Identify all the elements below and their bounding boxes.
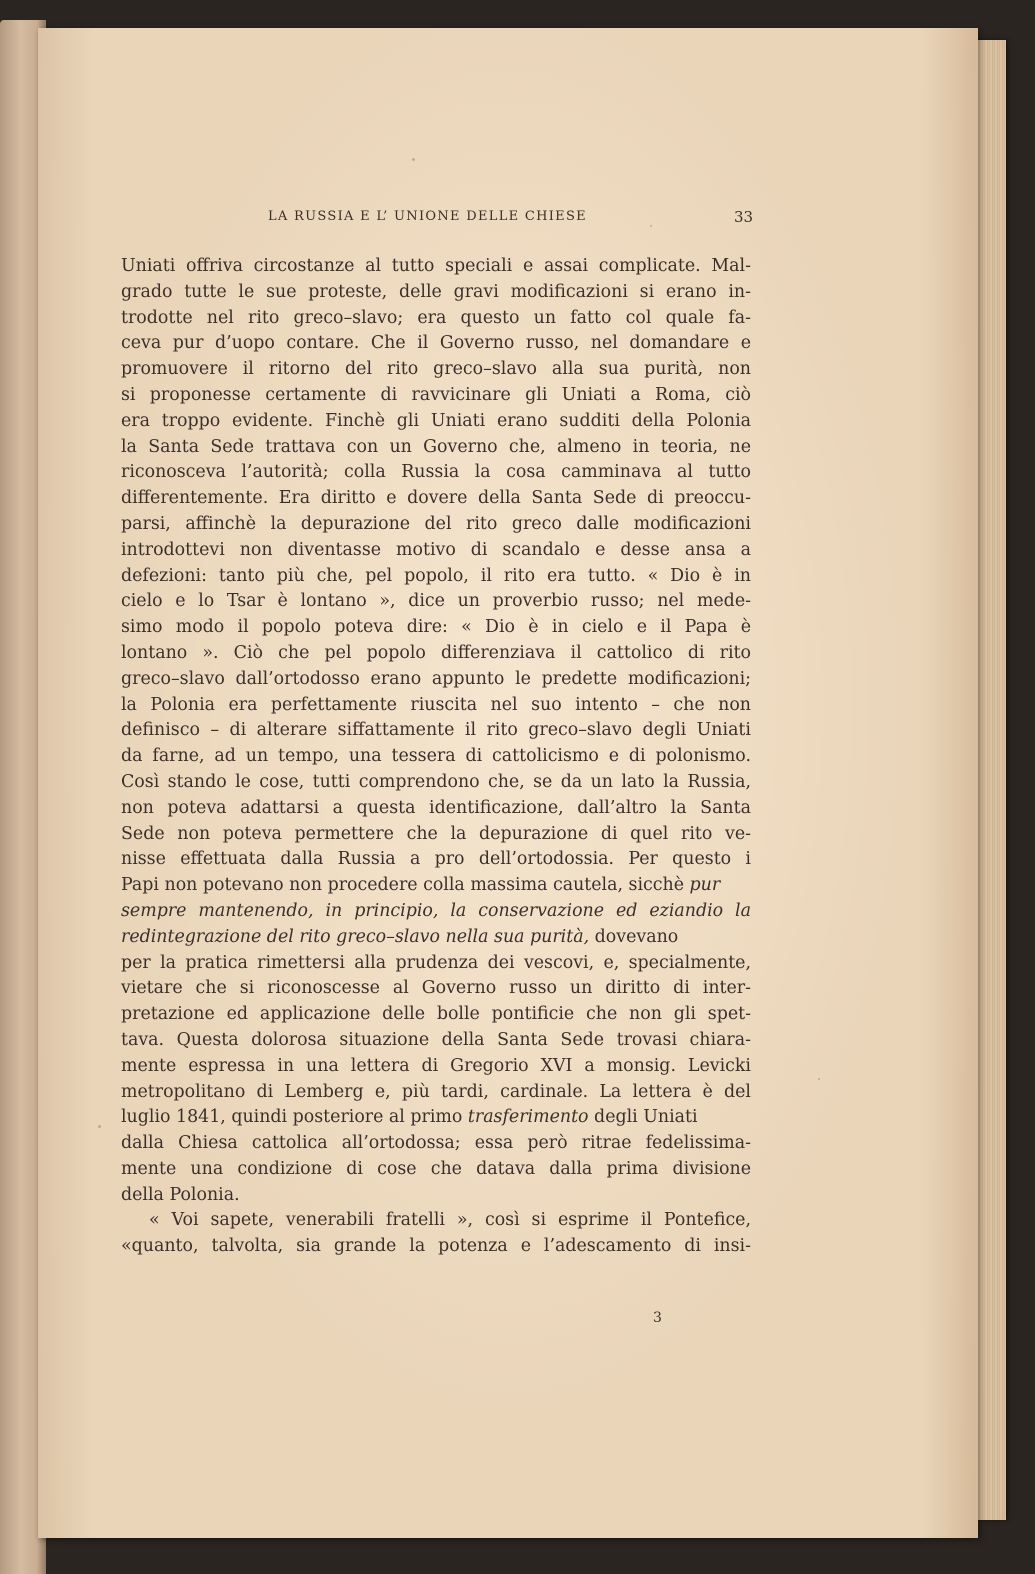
text-line: simo modo il popolo poteva dire: « Dio è in cielo e il Papa è bbox=[121, 617, 751, 638]
italic-phrase: sempre mantenendo, in principio, la conservazione ed eziandio la bbox=[121, 900, 751, 921]
text-line: grado tutte le sue proteste, delle gravi modificazioni si erano in- bbox=[121, 281, 751, 302]
running-head bbox=[38, 209, 978, 233]
italic-phrase: pur bbox=[689, 875, 721, 896]
page-number: 33 bbox=[734, 208, 754, 226]
text-line: si proponesse certamente di ravvicinare gli Uniati a Roma, ciò bbox=[121, 384, 751, 405]
text-line: dalla Chiesa cattolica all’ortodossa; essa però ritrae fedelissima- bbox=[121, 1133, 751, 1154]
text-line: cielo e lo Tsar è lontano », dice un proverbio russo; nel mede- bbox=[121, 591, 751, 612]
text-line: da farne, ad un tempo, una tessera di cattolicismo e di polonismo. bbox=[121, 746, 751, 767]
text-line: la Polonia era perfettamente riuscita nel suo intento – che non bbox=[121, 694, 751, 715]
text-line: della Polonia. bbox=[121, 1184, 240, 1205]
text-line: vietare che si riconoscesse al Governo russo un diritto di inter- bbox=[121, 978, 751, 999]
text-line: pretazione ed applicazione delle bolle pontificie che non gli spet- bbox=[121, 1004, 751, 1025]
italic-word: trasferimento bbox=[467, 1107, 589, 1128]
text-line: ceva pur d’uopo contare. Che il Governo russo, nel domandare e bbox=[121, 333, 751, 354]
signature-mark: 3 bbox=[653, 1310, 662, 1326]
text-line: greco–slavo dall’ortodosso erano appunto le predette modificazioni; bbox=[121, 668, 751, 689]
text-line: per la pratica rimettersi alla prudenza dei vescovi, e, specialmente, bbox=[121, 952, 751, 973]
text-line: defezioni: tanto più che, pel popolo, il rito era tutto. « Dio è in bbox=[121, 565, 751, 586]
text-line: luglio 1841, quindi posteriore al primo trasferimento degli Uniati bbox=[121, 1107, 698, 1128]
text-line: metropolitano di Lemberg e, più tardi, cardinale. La lettera è del bbox=[121, 1081, 751, 1102]
text-line: differentemente. Era diritto e dovere della Santa Sede di preoccu- bbox=[121, 488, 751, 509]
text-line: Sede non poteva permettere che la depurazione di quel rito ve- bbox=[121, 823, 751, 844]
text-line: la Santa Sede trattava con un Governo che, almeno in teoria, ne bbox=[121, 436, 751, 457]
text-line: riconosceva l’autorità; colla Russia la cosa camminava al tutto bbox=[121, 462, 751, 483]
running-head-title: LA RUSSIA E L’ UNIONE DELLE CHIESE bbox=[268, 209, 587, 224]
text-line: Uniati offriva circostanze al tutto speciali e assai complicate. Mal- bbox=[121, 256, 751, 276]
text-line: lontano ». Ciò che pel popolo differenziava il cattolico di rito bbox=[121, 642, 751, 663]
italic-phrase: redintegrazione del rito greco–slavo nella sua purità, bbox=[121, 926, 590, 947]
text-line: «quanto, talvolta, sia grande la potenza e l’adescamento di insi- bbox=[121, 1236, 751, 1257]
text-line: trodotte nel rito greco–slavo; era questo un fatto col quale fa- bbox=[121, 307, 751, 328]
text-line: Così stando le cose, tutti comprendono che, se da un lato la Russia, bbox=[121, 771, 751, 792]
text-line: redintegrazione del rito greco–slavo nella sua purità, dovevano bbox=[121, 926, 679, 947]
text-line: introdottevi non diventasse motivo di scandalo e desse ansa a bbox=[121, 539, 751, 560]
text-line: definisco – di alterare siffattamente il rito greco–slavo degli Uniati bbox=[121, 720, 751, 741]
body-text bbox=[121, 254, 751, 1260]
text-line: tava. Questa dolorosa situazione della Santa Sede trovasi chiara- bbox=[121, 1029, 751, 1050]
text-line: « Voi sapete, venerabili fratelli », così si esprime il Pontefice, bbox=[149, 1210, 751, 1231]
text-line: mente espressa in una lettera di Gregorio XVI a monsig. Levicki bbox=[121, 1055, 751, 1076]
text-line: era troppo evidente. Finchè gli Uniati erano sudditi della Polonia bbox=[121, 410, 751, 431]
text-line: non poteva adattarsi a questa identificazione, dall’altro la Santa bbox=[121, 797, 751, 818]
text-line bbox=[121, 899, 751, 925]
book-page bbox=[38, 28, 978, 1538]
text-line: mente una condizione di cose che datava dalla prima divisione bbox=[121, 1158, 751, 1179]
text-line: parsi, affinchè la depurazione del rito greco dalle modificazioni bbox=[121, 513, 751, 534]
text-line: promuovere il ritorno del rito greco–slavo alla sua purità, non bbox=[121, 359, 751, 380]
text-line: Papi non potevano non procedere colla massima cautela, sicchè pur bbox=[121, 875, 721, 896]
text-line: nisse effettuata dalla Russia a pro dell’ortodossia. Per questo i bbox=[121, 849, 751, 870]
